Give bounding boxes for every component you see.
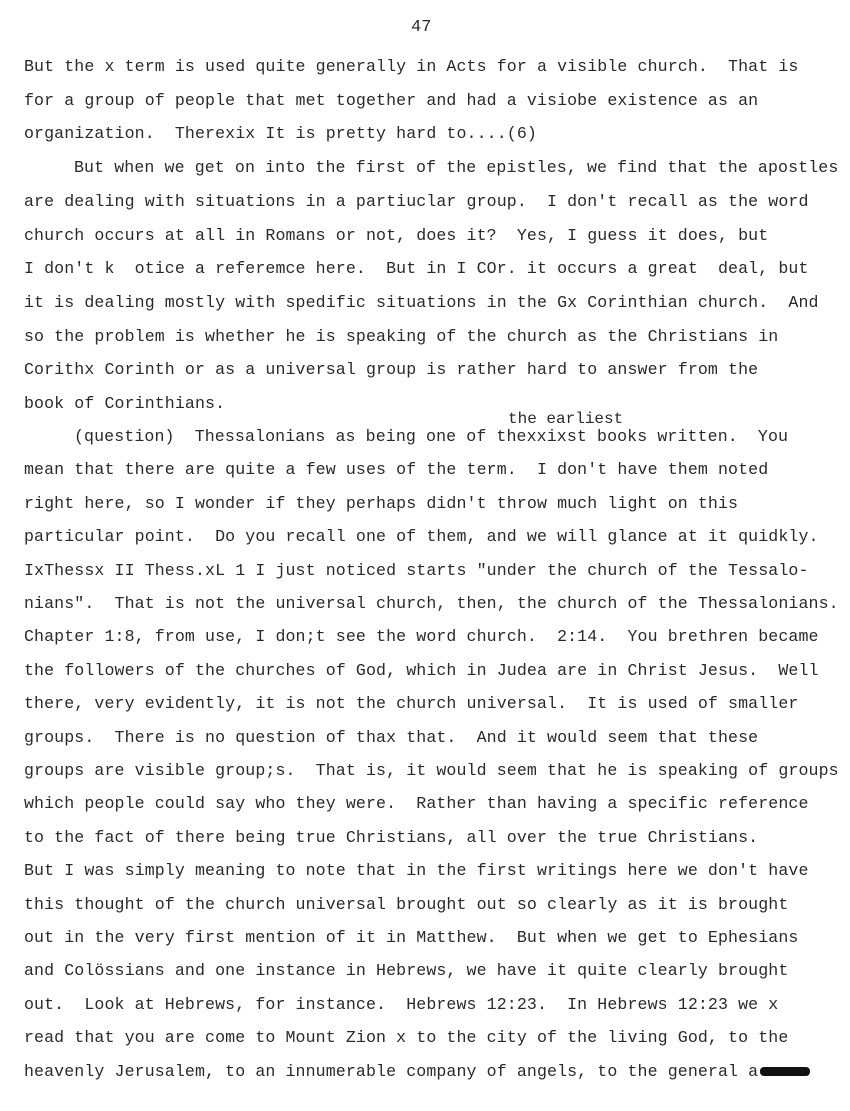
text-line: for a group of people that met together and had a visiobe existence as an [24, 90, 759, 110]
page-number: 47 [411, 18, 432, 37]
text-line: there, very evidently, it is not the church universal. It is used of smaller [24, 694, 799, 714]
text-line: Corithx Corinth or as a universal group is rather hard to answer from the [24, 360, 759, 380]
text-line: read that you are come to Mount Zion x to the city of the living God, to the [24, 1028, 789, 1048]
text-line: But I was simply meaning to note that in the first writings here we don't have [24, 861, 809, 881]
text-line: (question) Thessalonians as being one of thexxixst books written. You [74, 427, 789, 446]
text-line: groups are visible group;s. That is, it would seem that he is speaking of groups [24, 761, 839, 780]
text-line: out in the very first mention of it in Matthew. But when we get to Ephesians [24, 928, 799, 947]
text-line: heavenly Jerusalem, to an innumerable company of angels, to the general a [24, 1062, 810, 1082]
text-line: IxThessx II Thess.xL 1 I just noticed starts "under the church of the Tessalo- [24, 560, 809, 580]
text-line: and Colössians and one instance in Hebrews, we have it quite clearly brought [24, 961, 789, 981]
text-line: But the x term is used quite generally in Acts for a visible church. That is [24, 57, 799, 76]
text-line: are dealing with situations in a partiuclar group. I don't recall as the word [24, 191, 809, 211]
text-line: nians". That is not the universal church, then, the church of the Thessalonians. [24, 594, 839, 613]
text-line: the followers of the churches of God, which in Judea are in Christ Jesus. Well [24, 660, 819, 680]
text-line: out. Look at Hebrews, for instance. Hebrews 12:23. In Hebrews 12:23 we x [24, 994, 779, 1014]
text-line: I don't k otice a referemce here. But in I COr. it occurs a great deal, but [24, 259, 809, 279]
ink-blot [760, 1067, 810, 1076]
text-line: But when we get on into the first of the epistles, we find that the apostles [74, 158, 839, 178]
text-line: which people could say who they were. Rather than having a specific reference [24, 794, 809, 814]
text-line: it is dealing mostly with spedific situations in the Gx Corinthian church. And [24, 292, 819, 312]
text-line: particular point. Do you recall one of them, and we will glance at it quidkly. [24, 527, 819, 547]
text-line: this thought of the church universal brought out so clearly as it is brought [24, 894, 789, 914]
text-line: groups. There is no question of thax that. And it would seem that these [24, 727, 759, 747]
text-line: to the fact of there being true Christians, all over the true Christians. [24, 827, 759, 847]
interlinear-insert: the earliest [508, 410, 624, 428]
text-line: right here, so I wonder if they perhaps didn't throw much light on this [24, 493, 739, 513]
text-line: so the problem is whether he is speaking of the church as the Christians in [24, 326, 779, 346]
text-line: Chapter 1:8, from use, I don;t see the word church. 2:14. You brethren became [24, 627, 819, 647]
text-line: mean that there are quite a few uses of the term. I don't have them noted [24, 460, 769, 480]
text-line: church occurs at all in Romans or not, does it? Yes, I guess it does, but [24, 225, 769, 245]
text-line: book of Corinthians. [24, 394, 226, 413]
text-line: organization. Therexix It is pretty hard to....(6) [24, 124, 537, 144]
